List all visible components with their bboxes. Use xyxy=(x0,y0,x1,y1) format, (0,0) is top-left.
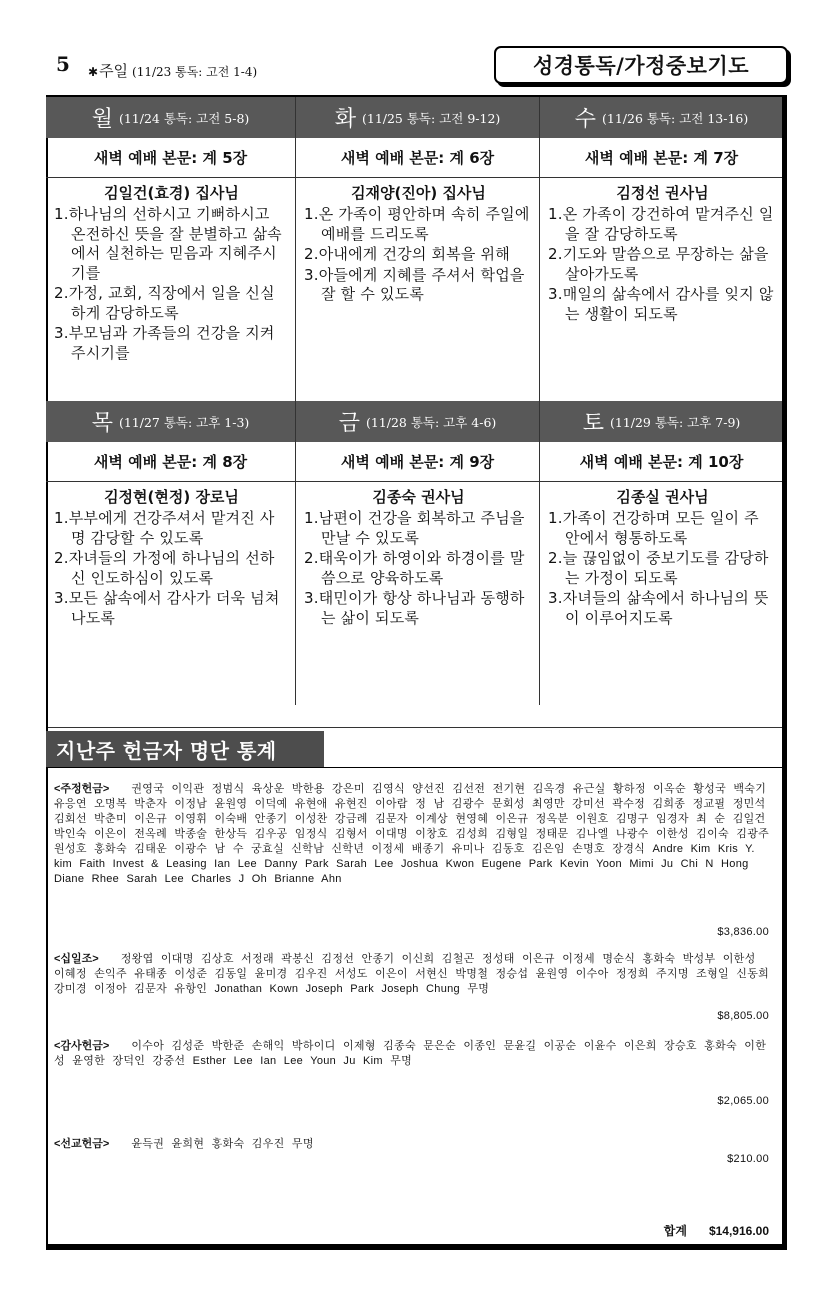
prayer-body xyxy=(296,482,539,705)
prayer-item: 2.태욱이가 하영이와 하경이를 말씀으로 양육하도록 xyxy=(304,549,525,587)
day-row-2 xyxy=(46,401,783,705)
prayer-body xyxy=(540,178,783,401)
prayer-person: 김종실 권사님 xyxy=(616,488,709,506)
offering-list-thanks xyxy=(54,1039,772,1069)
day-name: 목 xyxy=(91,411,113,436)
prayer-person: 김종숙 권사님 xyxy=(372,488,465,506)
prayer-list xyxy=(548,205,777,324)
offering-category: <주정헌금> xyxy=(54,783,110,795)
offering-category: <감사헌금> xyxy=(54,1040,110,1052)
prayer-person: 김정선 권사님 xyxy=(616,184,709,202)
prayer-list xyxy=(54,205,289,363)
prayer-list xyxy=(548,509,777,628)
page-border-right xyxy=(782,95,787,1250)
prayer-body xyxy=(46,482,295,705)
prayer-item: 1.온 가족이 강건하여 맡겨주신 일을 잘 감당하도록 xyxy=(548,205,774,243)
day-row-1 xyxy=(46,97,783,401)
day-card-tue xyxy=(296,97,540,401)
prayer-item: 3.매일의 삶속에서 감사를 잊지 않는 생활이 되도록 xyxy=(548,285,774,323)
asterisk-icon: ✱ xyxy=(88,65,99,79)
offering-category: <선교헌금> xyxy=(54,1138,110,1150)
offering-amount: $3,836.00 xyxy=(717,926,769,938)
day-card-mon xyxy=(46,97,296,401)
prayer-item: 3.부모님과 가족들의 건강을 지켜주시기를 xyxy=(54,324,275,362)
day-reading: (11/29 통독: 고후 7-9) xyxy=(609,414,741,430)
day-card-sat xyxy=(540,401,783,705)
day-reading: (11/25 통독: 고전 9-12) xyxy=(361,110,501,126)
divider xyxy=(46,727,48,1247)
prayer-list xyxy=(304,205,533,305)
sermon-text: 새벽 예배 본문: 계 10장 xyxy=(540,442,783,482)
day-name: 화 xyxy=(334,107,356,132)
sermon-text: 새벽 예배 본문: 계 8장 xyxy=(46,442,295,482)
day-card-wed xyxy=(540,97,783,401)
offering-list-tithe xyxy=(54,952,772,997)
day-header xyxy=(296,401,539,442)
prayer-item: 3.모든 삶속에서 감사가 더욱 넘쳐 나도록 xyxy=(54,589,280,627)
prayer-item: 1.하나님의 선하시고 기뻐하시고 온전하신 뜻을 잘 분별하고 삶속에서 실천하는 믿음과 지혜주시기를 xyxy=(54,205,282,282)
sunday-reading xyxy=(88,60,257,81)
donor-names: 정왕엽 이대명 김상호 서정래 곽봉신 김정선 안종기 이신희 김철곤 정성태 이은규 이정세 명순식 홍화숙 박성부 이한성 이혜정 손익주 유태종 이성준 김동일 윤미경 김우진 서성도 이은이 서현신 박명철 정승섭 윤원영 이수아 정정희 주지명 조형일 신동희 강미경 이정아 김문자 유항인 Jonathan Kown Joseph Park Joseph Chung 무명 xyxy=(54,953,770,995)
day-header xyxy=(296,97,539,138)
offering-list-tithe-weekly xyxy=(54,782,772,887)
page-border-bottom xyxy=(46,1244,787,1250)
donor-names: 이수아 김성준 박한준 손해익 박하이디 이제형 김종숙 문은순 이종인 문윤길 이공순 이윤수 이은희 장승호 홍화숙 이한성 윤영한 장덕인 강중선 Esther Lee Ian Lee Youn Ju Kim 무명 xyxy=(54,1040,767,1067)
total-label: 합계 xyxy=(663,1224,687,1238)
prayer-person: 김재양(진아) 집사님 xyxy=(351,184,486,202)
prayer-item: 2.아내에게 건강의 회복을 위해 xyxy=(304,245,510,263)
prayer-person: 김정현(현정) 장로님 xyxy=(104,488,239,506)
prayer-item: 2.기도와 말씀으로 무장하는 삶을 살아가도록 xyxy=(548,245,769,283)
sermon-text: 새벽 예배 본문: 계 5장 xyxy=(46,138,295,178)
prayer-list xyxy=(304,509,533,628)
sermon-text: 새벽 예배 본문: 계 9장 xyxy=(296,442,539,482)
prayer-item: 1.남편이 건강을 회복하고 주님을 만날 수 있도록 xyxy=(304,509,525,547)
day-card-fri xyxy=(296,401,540,705)
prayer-item: 3.자녀들의 삶속에서 하나님의 뜻이 이루어지도록 xyxy=(548,589,769,627)
day-name: 월 xyxy=(91,107,113,132)
prayer-item: 1.가족이 건강하며 모든 일이 주 안에서 형통하도록 xyxy=(548,509,759,547)
stats-title: 지난주 헌금자 명단 통계 xyxy=(46,731,324,767)
section-title: 성경통독/가정중보기도 xyxy=(494,46,788,84)
day-header xyxy=(46,97,295,138)
offering-list-mission xyxy=(54,1137,772,1152)
prayer-item: 2.가정, 교회, 직장에서 일을 신실하게 감당하도록 xyxy=(54,284,275,322)
sermon-text: 새벽 예배 본문: 계 6장 xyxy=(296,138,539,178)
prayer-body xyxy=(540,482,783,705)
donor-names: 윤득권 윤희현 홍화숙 김우진 무명 xyxy=(131,1138,314,1150)
day-header xyxy=(540,97,783,138)
day-header xyxy=(46,401,295,442)
offering-amount: $8,805.00 xyxy=(717,1010,769,1022)
prayer-item: 3.아들에게 지혜를 주셔서 학업을 잘 할 수 있도록 xyxy=(304,265,525,303)
prayer-list xyxy=(54,509,289,628)
day-reading: (11/26 통독: 고전 13-16) xyxy=(602,110,749,126)
offering-amount: $2,065.00 xyxy=(717,1095,769,1107)
prayer-item: 1.온 가족이 평안하며 속히 주일에 예배를 드리도록 xyxy=(304,205,530,243)
total-amount: $14,916.00 xyxy=(708,1224,769,1238)
day-reading: (11/24 통독: 고전 5-8) xyxy=(118,110,250,126)
prayer-body xyxy=(296,178,539,401)
prayer-person: 김일건(효경) 집사님 xyxy=(104,184,239,202)
prayer-item: 3.태민이가 항상 하나님과 동행하는 삶이 되도록 xyxy=(304,589,525,627)
offering-total xyxy=(664,1222,769,1239)
divider xyxy=(46,767,782,768)
prayer-item: 2.늘 끊임없이 중보기도를 감당하는 가정이 되도록 xyxy=(548,549,769,587)
divider xyxy=(46,727,783,728)
prayer-item: 1.부부에게 건강주셔서 맡겨진 사명 감당할 수 있도록 xyxy=(54,509,275,547)
day-reading: (11/28 통독: 고후 4-6) xyxy=(365,414,497,430)
day-name: 금 xyxy=(338,411,360,436)
sunday-label: 주일 xyxy=(99,62,129,80)
day-header xyxy=(540,401,783,442)
donor-names: 권영국 이익관 정범식 육상운 박한용 강은미 김영식 양선진 김선전 전기현 김옥경 유근실 황하정 이옥순 황성국 백숙기 유응연 오명복 박춘자 이정남 윤원영 이덕예 유현애 유현진 이아람 정 남 김광수 문회성 최영만 강미선 곽수정 김희종 정교필 정민석 김회선 박춘미 이은규 이영휘 이숙배 안종기 이성찬 강금례 김문자 이계상 현영혜 이은규 정옥분 이원호 김명구 임경자 최 순 김일건 박인숙 이은이 전옥례 박종술 한상득 김우공 임정식 김형서 이대명 이창호 김성희 김형일 정태문 김나엘 나광수 이한성 김이숙 김광주 원성호 홍화숙 김태운 이광수 남 수 궁효실 신학남 신학년 이정세 배종기 유미나 김동호 김은임 손명호 장경식 Andre Kim Kris Y. kim Faith Invest & Leasing Ian Lee Danny Park Sarah Lee Joshua Kwon Eugene Park Kevin Yoon Mimi Ju Chi N Hong Diane Rhee Sarah Lee Charles J Oh Brianne Ahn xyxy=(54,783,770,885)
page-number: 5 xyxy=(56,52,70,76)
day-card-thu xyxy=(46,401,296,705)
offering-category: <십일조> xyxy=(54,953,99,965)
offering-amount: $210.00 xyxy=(727,1153,769,1165)
day-name: 수 xyxy=(574,107,596,132)
sunday-ref: (11/23 통독: 고전 1-4) xyxy=(132,65,258,79)
day-reading: (11/27 통독: 고후 1-3) xyxy=(118,414,250,430)
prayer-body xyxy=(46,178,295,401)
sermon-text: 새벽 예배 본문: 계 7장 xyxy=(540,138,783,178)
prayer-item: 2.자녀들의 가정에 하나님의 선하신 인도하심이 있도록 xyxy=(54,549,275,587)
day-name: 토 xyxy=(582,411,604,436)
